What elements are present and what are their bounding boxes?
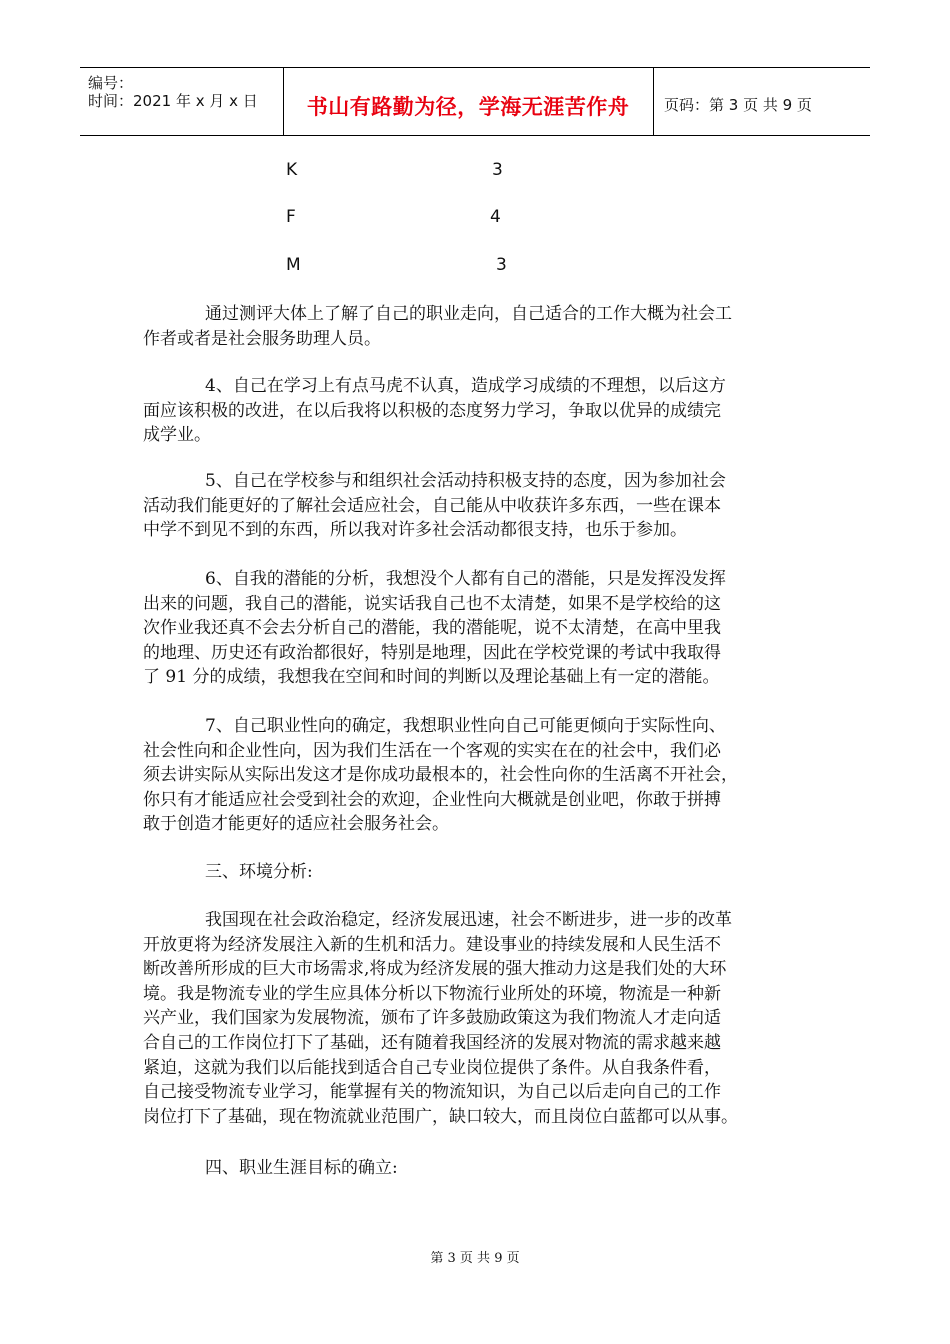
text-line: 三、环境分析: — [205, 862, 313, 882]
text-line: 兴产业，我们国家为发展物流，颁布了许多鼓励政策这为我们物流人才走向适 — [143, 1008, 721, 1029]
text-line: 开放更将为经济发展注入新的生机和活力。建设事业的持续发展和人民生活不 — [143, 934, 721, 955]
header-top-rule — [80, 67, 870, 68]
text-line: 中学不到见不到的东西，所以我对许多社会活动都很支持，也乐于参加。 — [143, 520, 687, 541]
paragraph-item-4 — [143, 374, 811, 448]
header-bottom-rule — [80, 135, 870, 136]
text-line: 7、自己职业性向的确定，我想职业性向自己可能更倾向于实际性向、 — [205, 716, 726, 736]
text-line: 岗位打下了基础，现在物流就业范围广，缺口较大，而且岗位白蓝都可以从事。 — [143, 1106, 738, 1127]
text-line: 5、自己在学校参与和组织社会活动持积极支持的态度，因为参加社会 — [205, 471, 726, 491]
text-line: 通过测评大体上了解了自己的职业走向，自己适合的工作大概为社会工 — [205, 304, 732, 324]
text-line: 了 91 分的成绩，我想我在空间和时间的判断以及理论基础上有一定的潜能。 — [143, 667, 720, 688]
text-line: 合自己的工作岗位打下了基础，还有随着我国经济的发展对物流的需求越来越 — [143, 1032, 721, 1053]
score-value-m: 3 — [496, 255, 507, 275]
score-value-k: 3 — [492, 160, 503, 180]
text-line: 活动我们能更好的了解社会适应社会，自己能从中收获许多东西，一些在课本 — [143, 495, 721, 516]
text-line: 6、自我的潜能的分析，我想没个人都有自己的潜能，只是发挥没发挥 — [205, 569, 726, 589]
header-page-label: 页码：第 3 页 共 9 页 — [664, 96, 812, 114]
text-line: 出来的问题，我自己的潜能，说实话我自己也不太清楚，如果不是学校给的这 — [143, 593, 721, 614]
text-line: 你只有才能适应社会受到社会的欢迎，企业性向大概就是创业吧，你敢于拼搏 — [143, 789, 721, 810]
text-line: 作者或者是社会服务助理人员。 — [143, 328, 381, 349]
score-letter-m: M — [286, 255, 301, 275]
score-value-f: 4 — [490, 207, 501, 227]
text-line: 次作业我还真不会去分析自己的潜能，我的潜能呢，说不太清楚，在高中里我 — [143, 618, 721, 639]
page-footer: 第 3 页 共 9 页 — [430, 1251, 520, 1266]
header-number-label: 编号： — [88, 74, 134, 92]
score-letter-f: F — [286, 207, 296, 227]
text-line: 自己接受物流专业学习，能掌握有关的物流知识，为自己以后走向自己的工作 — [143, 1082, 721, 1103]
paragraph-environment — [143, 908, 811, 1129]
paragraph-item-7 — [143, 714, 811, 837]
text-line: 的地理、历史还有政治都很好，特别是地理，因此在学校党课的考试中我取得 — [143, 642, 721, 663]
text-line: 紧迫，这就为我们以后能找到适合自己专业岗位提供了条件。从自我条件看， — [143, 1057, 721, 1078]
header-motto: 书山有路勤为径，学海无涯苦作舟 — [306, 95, 630, 119]
text-line: 境。我是物流专业的学生应具体分析以下物流行业所处的环境，物流是一种新 — [143, 983, 721, 1004]
text-line: 须去讲实际从实际出发这才是你成功最根本的，社会性向你的生活离不开社会， — [143, 765, 738, 786]
section-heading-career-goal — [143, 1156, 811, 1181]
text-line: 四、职业生涯目标的确立: — [205, 1158, 398, 1178]
header-divider-right — [653, 67, 654, 136]
text-line: 断改善所形成的巨大市场需求,将成为经济发展的强大推动力这是我们处的大环 — [143, 959, 727, 980]
text-line: 成学业。 — [143, 425, 211, 446]
text-line: 敢于创造才能更好的适应社会服务社会。 — [143, 814, 449, 835]
paragraph-item-6 — [143, 567, 811, 690]
text-line: 4、自己在学习上有点马虎不认真，造成学习成绩的不理想，以后这方 — [205, 376, 726, 396]
paragraph-assessment-summary — [143, 302, 811, 351]
text-line: 我国现在社会政治稳定，经济发展迅速，社会不断进步，进一步的改革 — [205, 910, 732, 930]
score-letter-k: K — [286, 160, 298, 180]
paragraph-item-5 — [143, 469, 811, 543]
header-time-label: 时间：2021 年 x 月 x 日 — [88, 92, 258, 110]
text-line: 社会性向和企业性向，因为我们生活在一个客观的实实在在的社会中，我们必 — [143, 740, 721, 761]
text-line: 面应该积极的改进，在以后我将以积极的态度努力学习，争取以优异的成绩完 — [143, 400, 721, 421]
section-heading-environment — [143, 860, 811, 885]
